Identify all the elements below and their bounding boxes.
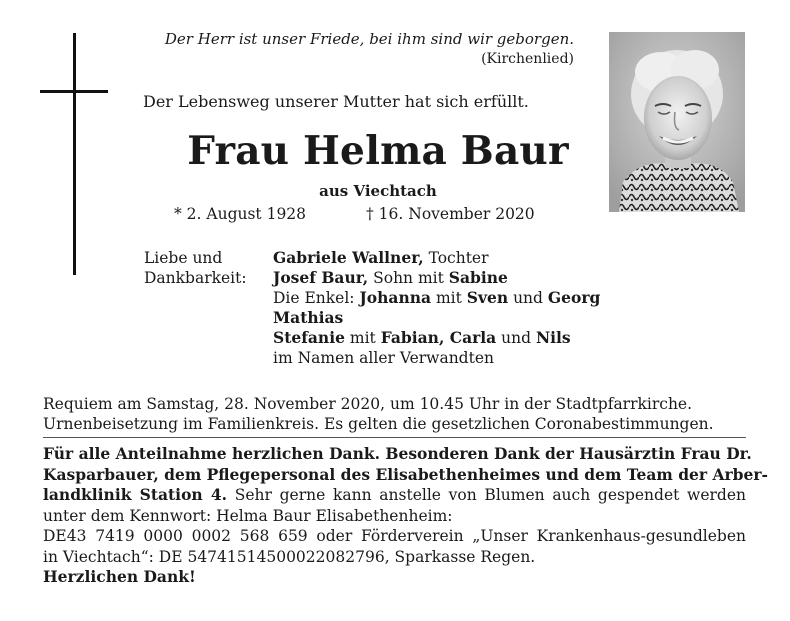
mourner-line: im Namen aller Verwandten (273, 349, 494, 367)
mourners-list (273, 248, 600, 368)
mourner-line: Stefanie mit Fabian, Carla und Nils (273, 328, 571, 347)
intro-text: Der Lebensweg unserer Mutter hat sich erfüllt. (143, 92, 529, 111)
deceased-origin: aus Viechtach (319, 182, 437, 200)
mourner-line: Josef Baur, Sohn mit Sabine (273, 268, 508, 287)
cross-icon (73, 33, 76, 275)
bible-quote: Der Herr ist unser Friede, bei ihm sind wir geborgen. (164, 30, 574, 48)
portrait-photo (609, 32, 745, 212)
mourner-line: Mathias (273, 308, 344, 327)
quote-source: (Kirchenlied) (481, 51, 574, 67)
deceased-name: Frau Helma Baur (187, 128, 569, 174)
divider (43, 437, 746, 438)
mourners-label: Liebe und Dankbarkeit: (144, 249, 247, 287)
mourner-line: Die Enkel: Johanna mit Sven und Georg (273, 288, 601, 307)
mourner-line: Gabriele Wallner, Tochter (273, 248, 489, 267)
birth-date: * 2. August 1928 (174, 205, 307, 223)
cross-icon-bar (40, 90, 108, 93)
thanks-paragraph: Für alle Anteilnahme herzlichen Dank. Besonderen Dank der Hausärztin Frau Dr. Kasparbauer, dem Pflegepersonal des Elisabethenheimes und dem Team der Arber- landklinik Station 4. Sehr gerne kann anstelle von Blumen auch gespendet werden unter dem Kennwort: Helma Baur Elisabethenheim: DE43 7419 0000 0002 568 659 oder Förderverein „Unser Krankenhaus-gesundleben in Viechtach“: DE 54741514500022082796, Sparkasse Regen. Herzlichen Dank! (43, 444, 768, 586)
death-date: † 16. November 2020 (366, 205, 535, 223)
requiem-info: Requiem am Samstag, 28. November 2020, um 10.45 Uhr in der Stadtpfarrkirche. Urnenbeisetzung im Familienkreis. Es gelten die gesetzlichen Coronabestimmungen. (43, 395, 714, 433)
closing-thanks: Herzlichen Dank! (43, 567, 196, 586)
